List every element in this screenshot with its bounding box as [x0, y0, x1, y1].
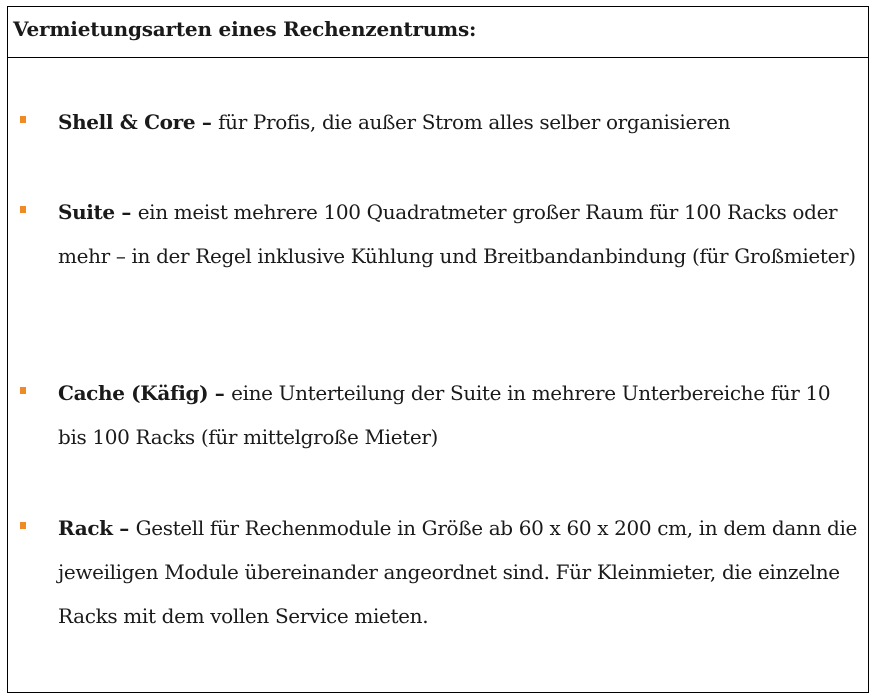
bullet-square-icon: [20, 522, 26, 529]
page-title: Vermietungsarten eines Rechenzentrums:: [13, 17, 477, 41]
bullet-square-icon: [20, 206, 26, 213]
term-description: für Profis, die außer Strom alles selber organisieren: [218, 110, 731, 134]
bullet-square-icon: [20, 387, 26, 394]
term-label: Suite –: [58, 200, 138, 224]
term-label: Cache (Käfig) –: [58, 381, 232, 405]
term-description: Gestell für Rechenmodule in Größe ab 60 x 60 x 200 cm, in dem dann die jeweiligen Module übereinander angeordnet sind. Für Kleinmieter, die einzelne Racks mit dem vollen Service mieten.: [58, 516, 857, 628]
list-item-text: [58, 371, 864, 459]
bullet-square-icon: [20, 116, 26, 123]
term-description: eine Unterteilung der Suite in mehrere Unterbereiche für 10 bis 100 Racks (für mittelgroße Mieter): [58, 381, 831, 449]
list-item-text: [58, 190, 864, 278]
list-item-text: [58, 506, 864, 638]
list-item-text: [58, 100, 864, 144]
header-cell: [8, 7, 868, 58]
term-description: ein meist mehrere 100 Quadratmeter großer Raum für 100 Racks oder mehr – in der Regel inklusive Kühlung und Breitbandanbindung (für Großmieter): [58, 200, 856, 268]
content-box: [7, 6, 869, 693]
term-label: Shell & Core –: [58, 110, 219, 134]
term-label: Rack –: [58, 516, 136, 540]
